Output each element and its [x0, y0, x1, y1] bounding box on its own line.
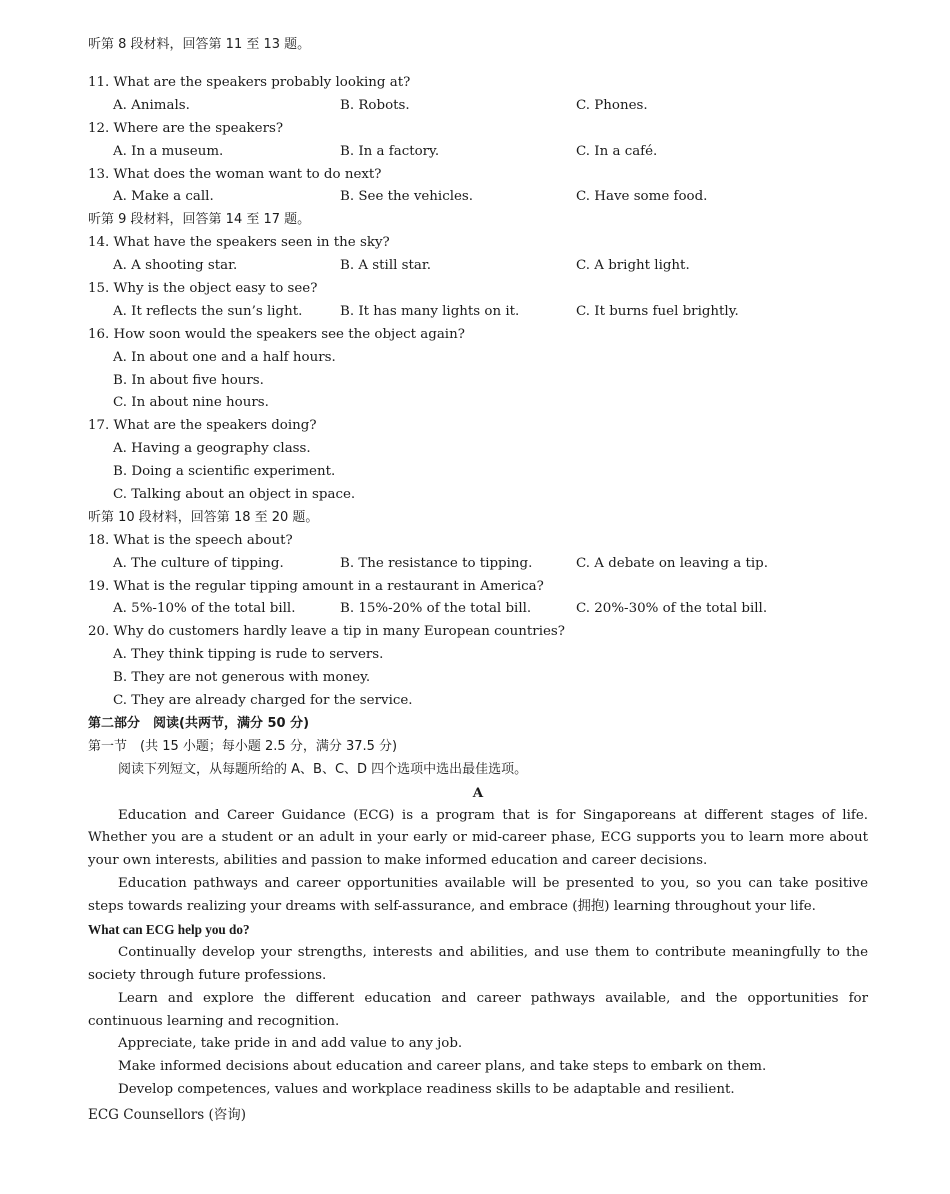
question-12: [88, 118, 868, 164]
paragraph-line: Learn and explore the different education and career pathways available, and the opportunities for: [118, 990, 868, 1006]
paragraph-3: [88, 942, 868, 988]
paragraph-line: society through future professions.: [88, 967, 327, 983]
option-b: B. They are not generous with money.: [113, 670, 371, 686]
paragraph-line: Education and Career Guidance (ECG) is a program that is for Singaporeans at different stages of life.: [118, 807, 868, 823]
question-15: [88, 278, 868, 324]
question-14: [88, 232, 868, 278]
option-a: A. The culture of tipping.: [113, 555, 284, 571]
question-11: [88, 72, 868, 118]
option-c: C. Talking about an object in space.: [113, 487, 356, 503]
question-16: [88, 324, 868, 416]
passage-letter: A: [472, 784, 484, 801]
option-b: B. It has many lights on it.: [340, 303, 520, 319]
question-text: 17. What are the speakers doing?: [88, 418, 317, 434]
option-a: A. 5%-10% of the total bill.: [113, 601, 296, 617]
option-a: A. They think tipping is rude to servers.: [113, 647, 384, 663]
option-c: C. In a café.: [576, 143, 658, 159]
option-c: C. They are already charged for the service.: [113, 693, 413, 709]
option-c: C. Have some food.: [576, 189, 708, 205]
paragraph-line: Whether you are a student or an adult in your early or mid-career phase, ECG supports you to learn more about: [88, 830, 868, 846]
option-a: A. Animals.: [113, 97, 190, 113]
option-b: B. See the vehicles.: [340, 189, 474, 205]
paragraph-4: [88, 988, 868, 1034]
option-c: C. 20%-30% of the total bill.: [576, 601, 768, 617]
option-b: B. In a factory.: [340, 143, 440, 159]
option-b: B. 15%-20% of the total bill.: [340, 601, 532, 617]
question-19: [88, 576, 868, 622]
paragraph-line: Education pathways and career opportunities available will be presented to you, so you can take positive: [118, 876, 868, 892]
cropped-bottom-line: [88, 1100, 246, 1123]
cropped-top-text: 听第 8 段材料，回答第 11 至 13 题。: [88, 37, 311, 52]
paragraph-line: Continually develop your strengths, interests and abilities, and use them to contribute meaningfully to the: [118, 944, 868, 960]
option-a: A. It reflects the sun’s light.: [113, 303, 303, 319]
question-text: 12. Where are the speakers?: [88, 120, 284, 136]
page-content: [88, 72, 868, 1102]
paragraph-7: Develop competences, values and workplace readiness skills to be adaptable and resilient.: [118, 1082, 735, 1098]
cropped-bottom-text: ECG Counsellors (咨询): [88, 1107, 246, 1123]
question-text: 16. How soon would the speakers see the object again?: [88, 326, 465, 342]
option-c: C. A debate on leaving a tip.: [576, 555, 768, 571]
section-heading: What can ECG help you do?: [88, 921, 250, 937]
question-text: 14. What have the speakers seen in the sky?: [88, 235, 390, 251]
question-13: [88, 164, 868, 210]
section-9-intro: 听第 9 段材料，回答第 14 至 17 题。: [88, 212, 311, 228]
question-20: [88, 621, 868, 713]
question-text: 19. What is the regular tipping amount in a restaurant in America?: [88, 578, 544, 594]
paragraph-5: Appreciate, take pride in and add value to any job.: [118, 1036, 463, 1052]
paragraph-line: steps towards realizing your dreams with self-assurance, and embrace (拥抱) learning throughout your life.: [88, 899, 816, 915]
part-2-title: 第二部分 阅读(共两节，满分 50 分): [88, 715, 310, 731]
option-c: C. It burns fuel brightly.: [576, 303, 739, 319]
option-b: B. In about five hours.: [113, 372, 264, 388]
paragraph-2: [88, 873, 868, 919]
question-text: 20. Why do customers hardly leave a tip in many European countries?: [88, 624, 565, 640]
option-c: C. Phones.: [576, 97, 648, 113]
option-a: A. Make a call.: [113, 189, 214, 205]
paragraph-6: Make informed decisions about education and career plans, and take steps to embark on them.: [118, 1059, 767, 1075]
question-text: 15. Why is the object easy to see?: [88, 281, 318, 297]
option-a: A. In about one and a half hours.: [113, 349, 336, 365]
section-1-title: 第一节 (共 15 小题；每小题 2.5 分，满分 37.5 分): [88, 738, 398, 754]
question-text: 13. What does the woman want to do next?: [88, 166, 382, 182]
paragraph-line: your own interests, abilities and passion to make informed education and career decisions.: [88, 853, 708, 869]
option-c: C. In about nine hours.: [113, 395, 269, 411]
question-text: 11. What are the speakers probably looking at?: [88, 75, 411, 90]
paragraph-line: continuous learning and recognition.: [88, 1013, 340, 1029]
question-18: [88, 530, 868, 576]
paragraph-1: [88, 805, 868, 874]
cropped-top-line: [88, 37, 311, 62]
option-b: B. Doing a scientific experiment.: [113, 464, 336, 480]
section-10-intro: 听第 10 段材料，回答第 18 至 20 题。: [88, 509, 319, 525]
option-a: A. In a museum.: [113, 143, 224, 159]
question-text: 18. What is the speech about?: [88, 532, 293, 548]
option-b: B. Robots.: [340, 97, 410, 113]
reading-instruction: 阅读下列短文，从每题所给的 A、B、C、D 四个选项中选出最佳选项。: [118, 761, 528, 777]
option-a: A. Having a geography class.: [113, 441, 311, 457]
option-a: A. A shooting star.: [113, 258, 238, 274]
option-c: C. A bright light.: [576, 258, 690, 274]
question-17: [88, 415, 868, 507]
option-b: B. A still star.: [340, 258, 432, 274]
option-b: B. The resistance to tipping.: [340, 555, 533, 571]
